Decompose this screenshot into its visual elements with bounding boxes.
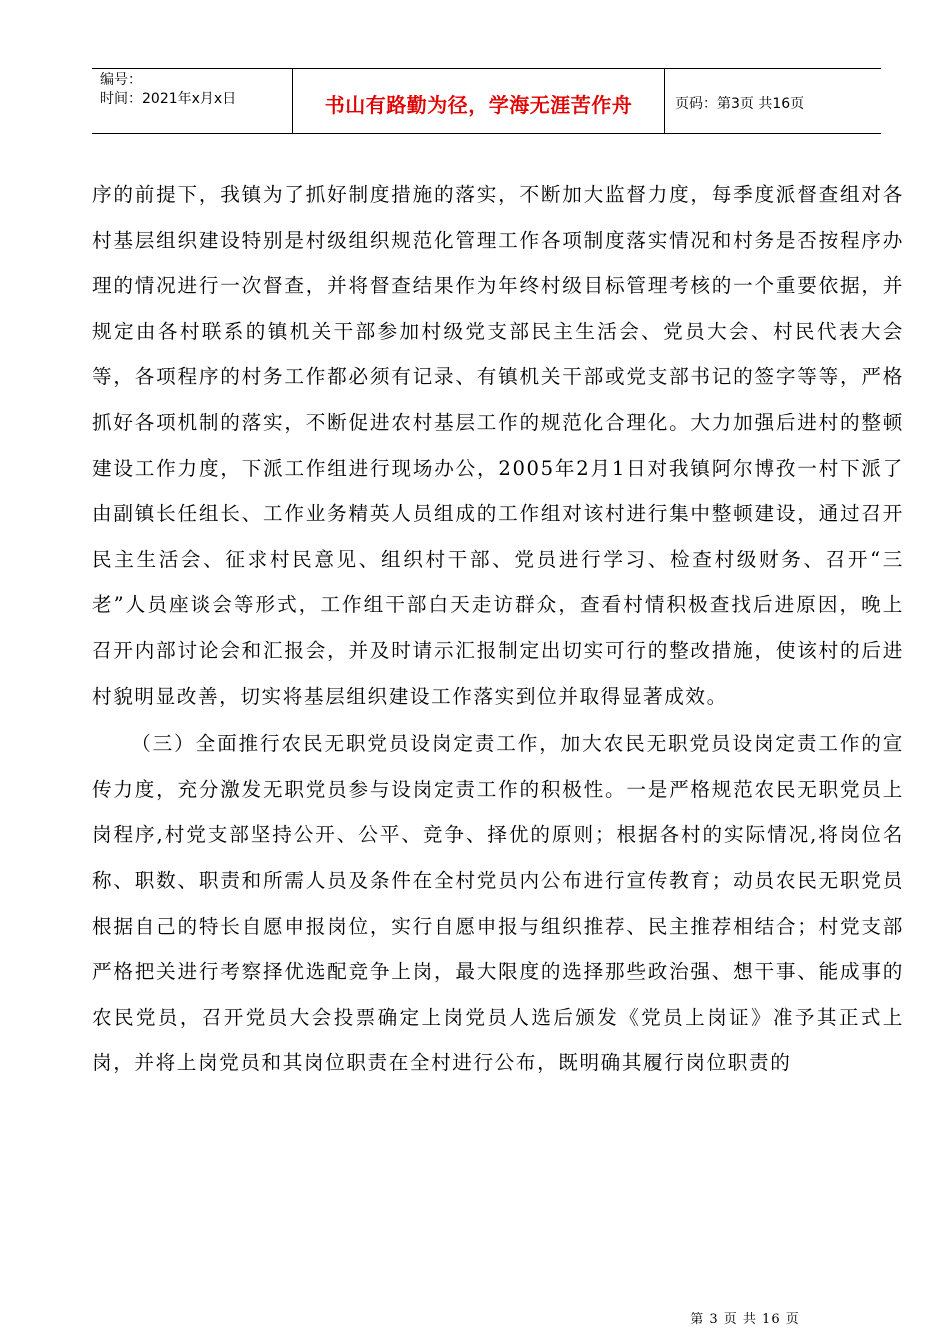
footer-page-number: 第 3 页 共 16 页 — [690, 1312, 800, 1327]
header-meta-cell — [92, 69, 293, 133]
body-paragraph-1: 序的前提下，我镇为了抓好制度措施的落实，不断加大监督力度，每季度派督查组对各村基层组织建设特别是村级组织规范化管理工作各项制度落实情况和村务是否按程序办理的情况进行一次督查，并将督查结果作为年终村级目标管理考核的一个重要依据，并规定由各村联系的镇机关干部参加村级党支部民主生活会、党员大会、村民代表大会等，各项程序的村务工作都必须有记录、有镇机关干部或党支部书记的签字等等，严格抓好各项机制的落实，不断促进农村基层工作的规范化合理化。大力加强后进村的整顿建设工作力度，下派工作组进行现场办公，2005年2月1日对我镇阿尔博孜一村下派了由副镇长任组长、工作业务精英人员组成的工作组对该村进行集中整顿建设，通过召开民主生活会、征求村民意见、组织村干部、党员进行学习、检查村级财务、召开“三老”人员座谈会等形式，工作组干部白天走访群众，查看村情积极查找后进原因，晚上召开内部讨论会和汇报会，并及时请示汇报制定出切实可行的整改措施，使该村的后进村貌明显改善，切实将基层组织建设工作落实到位并取得显著成效。 — [92, 183, 904, 708]
header-motto: 书山有路勤为径，学海无涯苦作舟 — [293, 69, 665, 133]
document-body — [92, 172, 904, 1086]
page-header — [92, 68, 881, 134]
body-paragraph-2: （三）全面推行农民无职党员设岗定责工作，加大农民无职党员设岗定责工作的宣传力度，充分激发无职党员参与设岗定责工作的积极性。一是严格规范农民无职党员上岗程序,村党支部坚持公开、公平、竞争、择优的原则；根据各村的实际情况,将岗位名称、职数、职责和所需人员及条件在全村党员内公布进行宣传教育；动员农民无职党员根据自己的特长自愿申报岗位，实行自愿申报与组织推荐、民主推荐相结合；村党支部严格把关进行考察择优选配竞争上岗，最大限度的选择那些政治强、想干事、能成事的农民党员，召开党员大会投票确定上岗党员人选后颁发《党员上岗证》准予其正式上岗，并将上岗党员和其岗位职责在全村进行公布，既明确其履行岗位职责的 — [92, 732, 904, 1075]
page-footer — [0, 1308, 950, 1327]
document-number-label: 编号： — [100, 72, 142, 88]
header-page-info: 页码：第3页 共16页 — [675, 96, 805, 112]
document-time-label: 时间：2021年x月x日 — [100, 91, 237, 107]
